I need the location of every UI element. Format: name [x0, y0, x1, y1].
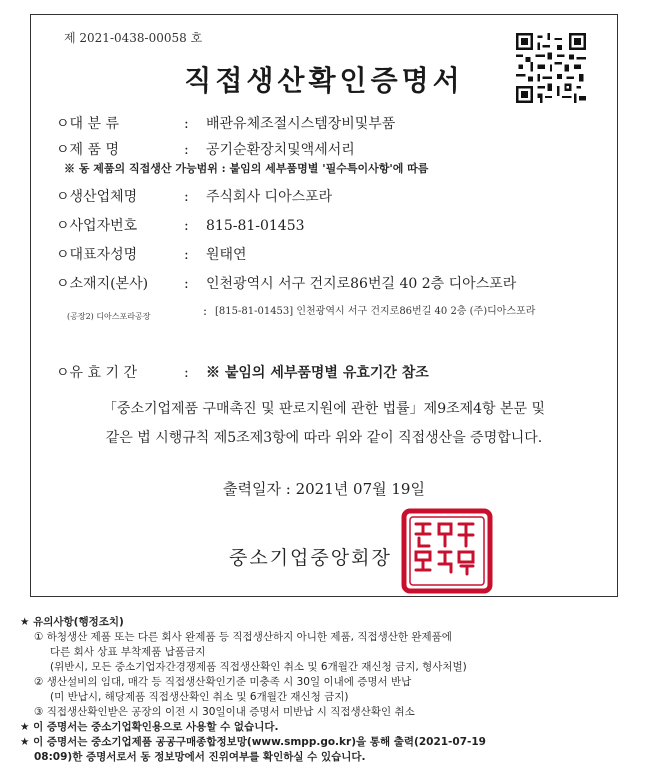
precaution-item: 08:09)한 증명서로서 동 정보망에서 진위여부를 확인하실 수 있습니다.: [34, 751, 366, 763]
field-business-number-label: ㅇ사업자번호: [56, 218, 138, 234]
factory-label: (공장2) 디아스포라공장: [67, 312, 151, 321]
field-validity-value: ※ 붙임의 세부품명별 유효기간 참조: [206, 365, 429, 381]
field-address-label: ㅇ소재지(본사): [56, 276, 149, 292]
field-category: [56, 113, 395, 133]
field-separator: :: [203, 304, 208, 318]
field-validity: [56, 362, 429, 382]
field-category-value: 배관유체조절시스템장비및부품: [206, 116, 396, 132]
precaution-item: ① 하청생산 제품 또는 다른 회사 완제품 등 직접생산하지 아니한 제품, 직접생산한 완제품에: [34, 631, 452, 643]
field-separator: :: [184, 218, 189, 234]
precautions-heading: ★ 유의사항(행정조치): [20, 616, 124, 628]
precautions-section: [20, 615, 640, 765]
field-product-value: 공기순환장치및액세서리: [206, 142, 355, 158]
issue-date: 출력일자 : 2021년 07월 19일: [223, 480, 425, 498]
field-separator: :: [184, 189, 189, 205]
certification-statement-line-2: 같은 법 시행규칙 제5조제3항에 따라 위와 같이 직접생산을 증명합니다.: [105, 430, 543, 446]
field-business-number-value: 815-81-01453: [206, 218, 305, 234]
field-company: [56, 186, 332, 206]
precaution-item: ② 생산설비의 임대, 매각 등 직접생산확인기준 미충족 시 30일 이내에 증명서 반납: [34, 676, 412, 688]
field-category-label: ㅇ대 분 류: [56, 116, 119, 132]
issuing-organization: 중소기업중앙회장: [229, 547, 392, 569]
field-product: [56, 139, 355, 159]
precaution-item: 다른 회사 상표 부착제품 납품금지: [50, 646, 206, 658]
field-separator: :: [184, 365, 189, 381]
field-representative-label: ㅇ대표자성명: [56, 247, 138, 263]
precaution-item: (미 반납시, 해당제품 직접생산확인 취소 및 6개월간 재신청 금지): [50, 691, 349, 703]
field-separator: :: [184, 116, 189, 132]
field-company-label: ㅇ생산업체명: [56, 189, 138, 205]
field-separator: :: [184, 142, 189, 158]
field-representative: [56, 244, 247, 264]
field-address: [56, 273, 516, 293]
field-representative-value: 원태연: [206, 247, 247, 263]
field-business-number: [56, 215, 305, 235]
official-seal-icon: [401, 508, 493, 594]
field-company-value: 주식회사 디아스포라: [206, 189, 333, 205]
field-separator: :: [184, 247, 189, 263]
field-separator: :: [184, 276, 189, 292]
certificate-number: 제 2021-0438-00058 호: [64, 31, 203, 45]
field-address-value: 인천광역시 서구 건지로86번길 40 2층 디아스포라: [206, 276, 517, 292]
field-product-label: ㅇ제 품 명: [56, 142, 119, 158]
document-title: 직접생산확인증명서: [184, 64, 464, 97]
precaution-item: ★ 이 증명서는 중소기업확인용으로 사용할 수 없습니다.: [20, 721, 279, 733]
precaution-item: (위반시, 모든 중소기업자간경쟁제품 직접생산확인 취소 및 6개월간 재신청 금지, 형사처벌): [50, 661, 467, 673]
certificate-frame: [30, 14, 618, 597]
production-scope-note: ※ 동 제품의 직접생산 가능범위 : 붙임의 세부품명별 '필수특이사항'에 따름: [64, 162, 429, 175]
precaution-item: ★ 이 증명서는 중소기업제품 공공구매종합정보망(www.smpp.go.kr)을 통해 출력(2021-07-19: [20, 736, 486, 748]
certification-statement-line-1: 「중소기업제품 구매촉진 및 판로지원에 관한 법률」제9조제4항 본문 및: [102, 401, 546, 417]
precaution-item: ③ 직접생산확인받은 공장의 이전 시 30일이내 증명서 미반납 시 직접생산확인 취소: [34, 706, 415, 718]
field-validity-label: ㅇ유 효 기 간: [56, 365, 137, 381]
factory-address: [815-81-01453] 인천광역시 서구 건지로86번길 40 2층 (주)디아스포라: [215, 306, 536, 317]
